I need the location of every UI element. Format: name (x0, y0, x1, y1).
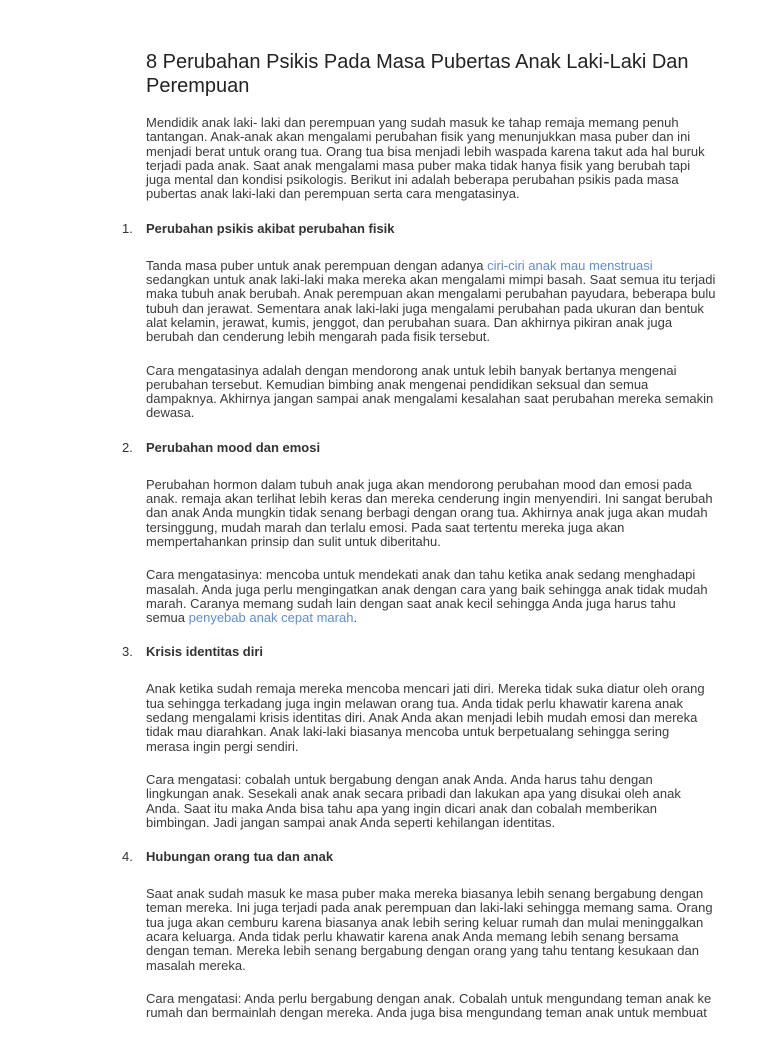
section-paragraph: Cara mengatasinya: mencoba untuk mendekati anak dan tahu ketika anak sedang menghadapi masalah. Anda juga perlu mengingatkan anak dengan cara yang baik sehingga anak tidak mudah marah. Caranya memang sudah lain dengan saat anak kecil sehingga Anda juga harus tahu semua penyebab anak cepat marah. (146, 567, 708, 626)
section-number: 1. (122, 220, 133, 236)
angry-child-link[interactable]: penyebab anak cepat marah (188, 610, 354, 626)
section-title: Krisis identitas diri (146, 644, 264, 660)
section-paragraph: Tanda masa puber untuk anak perempuan dengan adanya ciri-ciri anak mau menstruasi sedangkan untuk anak laki-laki maka mereka akan mengalami mimpi basah. Saat semua itu terjadi maka tubuh anak berubah. Anak perempuan akan mengalami perubahan payudara, beberapa bulu tubuh dan jerawat. Sementara anak laki-laki juga mengalami perubahan pada ukuran dan bentuk alat kelamin, jerawat, kumis, jenggot, dan perubahan suara. Dan akhirnya pikiran anak juga berubah dan cenderung lebih mengarah pada fisik tersebut. (146, 257, 716, 345)
page-title: 8 Perubahan Psikis Pada Masa Pubertas Anak Laki-Laki Dan Perempuan (146, 51, 689, 97)
article (122, 50, 716, 1039)
section-paragraph: Saat anak sudah masuk ke masa puber maka mereka biasanya lebih senang bergabung dengan teman mereka. Ini juga terjadi pada anak perempuan dan laki-laki sehingga memang sama. Orang tua juga akan cemburu karena biasanya anak lebih sering keluar rumah dan mulai meninggalkan acara keluarga. Anda tidak perlu khawatir karena anak Anda memang lebih senang bersama dengan teman. Mereka lebih senang bergabung dengan orang yang tahu tentang kesukaan dan masalah mereka. (146, 886, 713, 973)
section-paragraph: Cara mengatasinya adalah dengan mendorong anak untuk lebih banyak bertanya mengenai perubahan tersebut. Kemudian bimbing anak mengenai pendidikan seksual dan semua dampaknya. Akhirnya jangan sampai anak mengalami kesalahan saat perubahan mereka semakin dewasa. (146, 362, 714, 421)
section-heading (122, 849, 716, 865)
section-heading (122, 644, 716, 660)
section-paragraph: Anak ketika sudah remaja mereka mencoba mencari jati diri. Mereka tidak suka diatur oleh orang tua sehingga terkadang juga ingin melawan orang tua. Anda tidak perlu khawatir karena anak sedang mengalami krisis identitas diri. Anak Anda akan menjadi lebih mudah emosi dan mereka tidak mau diarahkan. Anak laki-laki biasanya mencoba untuk berpetualang sehingga sering merasa ingin pergi sendiri. (146, 681, 705, 754)
section-number: 3. (122, 644, 133, 660)
section-heading (122, 439, 716, 456)
section-paragraph: Perubahan hormon dalam tubuh anak juga akan mendorong perubahan mood dan emosi pada anak. remaja akan terlihat lebih keras dan mereka cenderung ingin menyendiri. Ini sangat berubah dan anak Anda mungkin tidak senang berbagi dengan orang tua. Akhirnya anak juga akan mudah tersinggung, mudah marah dan terlalu emosi. Pada saat tertentu mereka juga akan mempertahankan prinsip dan sulit untuk diberitahu. (146, 476, 713, 549)
section-paragraph: Cara mengatasi: Anda perlu bergabung dengan anak. Cobalah untuk mengundang teman anak ke rumah dan bermainlah dengan mereka. Anda juga bisa mengundang teman anak untuk membuat (146, 990, 712, 1021)
section-number: 2. (122, 439, 133, 455)
section-title: Hubungan orang tua dan anak (146, 849, 334, 865)
menstruation-link[interactable]: ciri-ciri anak mau menstruasi (487, 257, 653, 273)
intro-paragraph: Mendidik anak laki- laki dan perempuan yang sudah masuk ke tahap remaja memang penuh tantangan. Anak-anak akan mengalami perubahan fisik yang menunjukkan masa puber dan ini menjadi berat untuk orang tua. Orang tua bisa menjadi lebih waspada karena takut ada hal buruk terjadi pada anak. Saat anak mengalami masa puber maka tidak hanya fisik yang berubah tapi juga mental dan kondisi psikologis. Berikut ini adalah beberapa perubahan psikis pada masa pubertas anak laki-laki dan perempuan serta cara mengatasinya. (146, 115, 705, 202)
section-number: 4. (122, 849, 133, 865)
section-title: Perubahan mood dan emosi (146, 439, 321, 455)
section-paragraph: Cara mengatasi: cobalah untuk bergabung dengan anak Anda. Anda harus tahu dengan lingkungan anak. Sesekali anak anak secara pribadi dan lakukan apa yang disukai oleh anak Anda. Saat itu maka Anda bisa tahu apa yang ingin dicari anak dan cobalah memberikan bimbingan. Jadi jangan sampai anak Anda seperti kehilangan identitas. (146, 771, 681, 830)
section-heading (122, 220, 716, 237)
section-title: Perubahan psikis akibat perubahan fisik (146, 220, 395, 236)
